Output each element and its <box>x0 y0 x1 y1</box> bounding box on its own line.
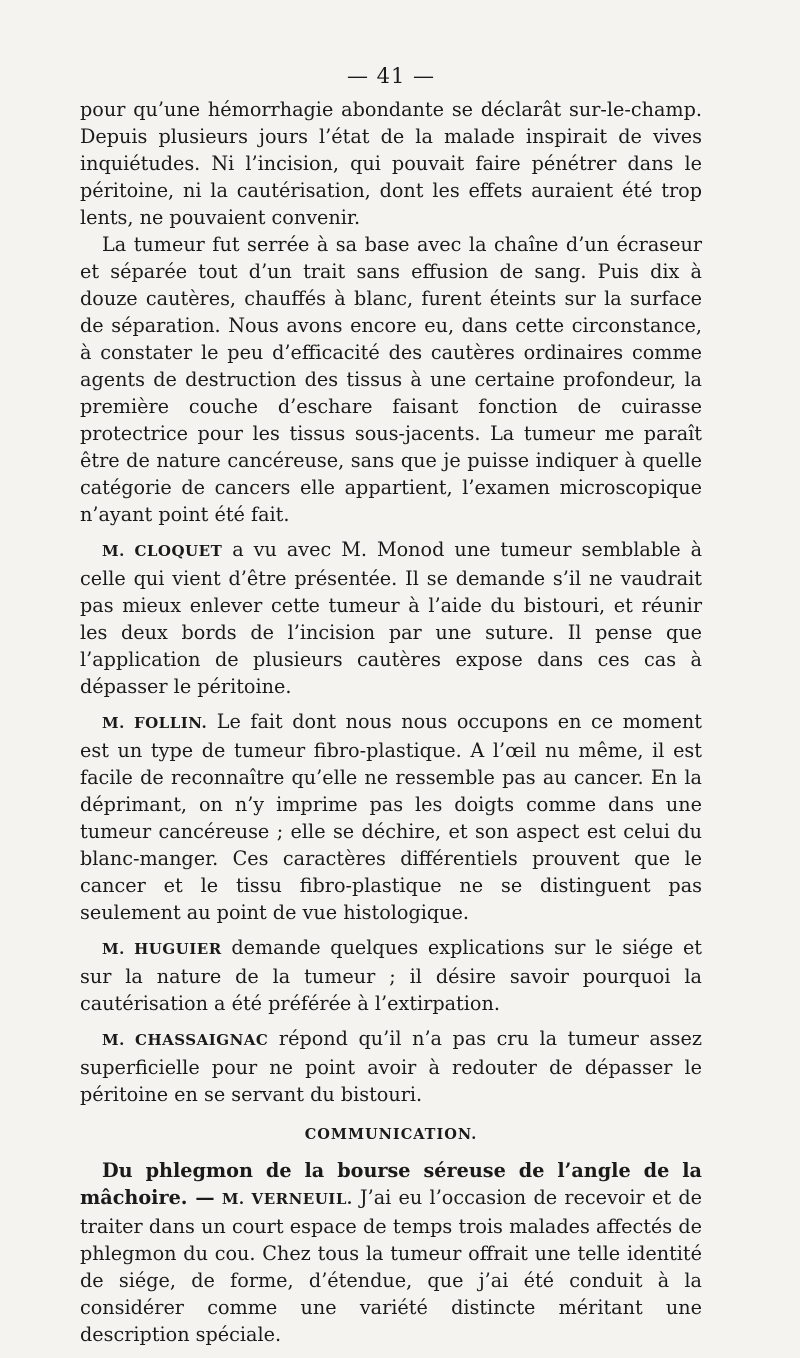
paragraph-3-text: a vu avec M. Monod une tumeur semblable à celle qui vient d’être présentée. Il se demande s’il ne vaudrait pas mieux enlever cette tumeur à l’aide du bistouri, et réunir les deux bords de l’incision par une suture. Il pense que l’application de plusieurs cautères expose dans ces cas à dépasser le péritoine. <box>80 538 703 698</box>
speaker-cloquet: M. CLOQUET <box>102 542 223 560</box>
paragraph-7 <box>80 1157 702 1348</box>
paragraph-4-text: Le fait dont nous nous occupons en ce moment est un type de tumeur fibro-plastique. A l’œil nu même, il est facile de reconnaître qu’elle ne ressemble pas au cancer. En la déprimant, on n’y imprime pas les doigts comme dans une tumeur cancéreuse ; elle se déchire, et son aspect est celui du blanc-manger. Ces caractères différentiels prouvent que le cancer et le tissu fibro-plastique ne se distinguent pas seulement au point de vue histologique. <box>80 710 702 924</box>
paragraph-7-text: J’ai eu l’occasion de recevoir et de traiter dans un court espace de temps trois malades affectés de phlegmon du cou. Chez tous la tumeur offrait une telle identité de siége, de forme, d’étendue, que j’ai été conduit à la considérer comme une variété distincte méritant une description spéciale. <box>80 1186 702 1346</box>
speaker-huguier: M. HUGUIER <box>102 940 222 958</box>
page-content <box>80 64 702 1348</box>
page-number: — 41 — <box>346 64 436 88</box>
speaker-chassaignac: M. CHASSAIGNAC <box>102 1031 269 1049</box>
paragraph-5-text: demande quelques explications sur le siége et sur la nature de la tumeur ; il désire savoir pourquoi la cautérisation a été préférée à l’extirpation. <box>80 936 703 1015</box>
section-heading: COMMUNICATION. <box>304 1126 478 1143</box>
speaker-verneuil: M. VERNEUIL. <box>221 1190 353 1208</box>
paragraph-5 <box>80 934 702 1017</box>
paragraph-3 <box>80 536 702 700</box>
paragraph-4 <box>80 708 702 926</box>
communication-title: Du phlegmon de la bourse séreuse de l’angle de la mâchoire. — <box>80 1159 702 1209</box>
paragraph-1: pour qu’une hémorrhagie abondante se déclarât sur-le-champ. Depuis plusieurs jours l’état de la malade inspirait de vives inquiétudes. Ni l’incision, qui pouvait faire pénétrer dans le péritoine, ni la cautérisation, dont les effets auraient été trop lents, ne pouvaient convenir. <box>80 98 702 229</box>
paragraph-2: La tumeur fut serrée à sa base avec la chaîne d’un écraseur et séparée tout d’un trait sans effusion de sang. Puis dix à douze cautères, chauffés à blanc, furent éteints sur la surface de séparation. Nous avons encore eu, dans cette circonstance, à constater le peu d’efficacité des cautères ordinaires comme agents de destruction des tissus à une certaine profondeur, la première couche d’eschare faisant fonction de cuirasse protectrice pour les tissus sous-jacents. La tumeur me paraît être de nature cancéreuse, sans que je puisse indiquer à quelle catégorie de cancers elle appartient, l’examen microscopique n’ayant point été fait. <box>80 233 702 526</box>
speaker-follin: M. FOLLIN. <box>102 714 208 732</box>
paragraph-6-text: répond qu’il n’a pas cru la tumeur assez superficielle pour ne point avoir à redouter de dépasser le péritoine en se servant du bistouri. <box>80 1027 702 1106</box>
paragraph-6 <box>80 1025 702 1108</box>
